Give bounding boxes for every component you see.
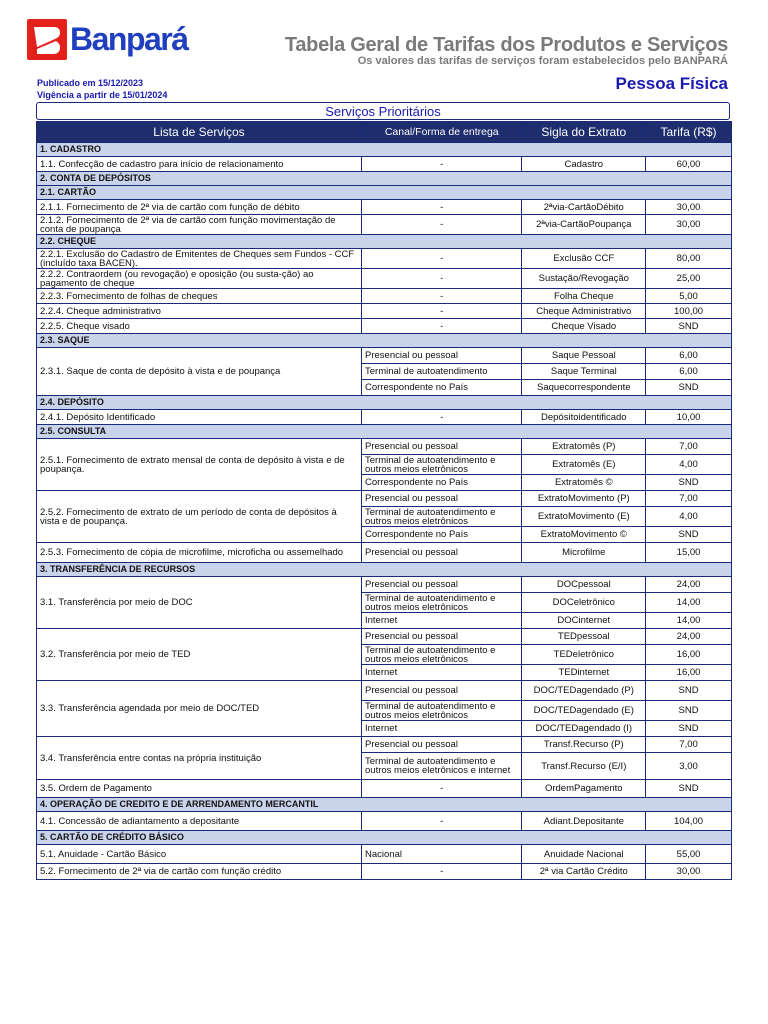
fee-cell: SND	[646, 721, 732, 737]
column-header-fee: Tarifa (R$)	[646, 122, 732, 143]
table-row	[37, 249, 732, 269]
table-row	[37, 289, 732, 304]
channel-cell: -	[362, 864, 522, 880]
statement-code-cell: DOC/TEDagendado (I)	[522, 721, 646, 737]
table-row	[37, 737, 732, 753]
fee-cell: SND	[646, 701, 732, 721]
section-row	[37, 563, 732, 577]
channel-cell: Presencial ou pessoal	[362, 681, 522, 701]
fee-cell: 6,00	[646, 348, 732, 364]
service-cell: 2.2.1. Exclusão do Cadastro de Emitentes de Cheques sem Fundos - CCF (incluído taxa BACEN).	[37, 249, 362, 269]
fees-table	[36, 121, 732, 880]
statement-code-cell: Saque Pessoal	[522, 348, 646, 364]
service-cell: 2.2.5. Cheque visado	[37, 319, 362, 334]
service-cell: 3.4. Transferência entre contas na própria instituição	[37, 737, 362, 780]
table-header-row	[37, 122, 732, 143]
channel-cell: Presencial ou pessoal	[362, 543, 522, 563]
fee-cell: 30,00	[646, 215, 732, 235]
table-body	[37, 143, 732, 880]
service-cell: 2.1.2. Fornecimento de 2ª via de cartão com função movimentação de conta de poupança	[37, 215, 362, 235]
channel-cell: Correspondente no País	[362, 527, 522, 543]
service-cell: 2.4.1. Depósito Identificado	[37, 410, 362, 425]
table-row	[37, 215, 732, 235]
fee-cell: 14,00	[646, 613, 732, 629]
fee-cell: SND	[646, 319, 732, 334]
table-row	[37, 780, 732, 798]
table-row	[37, 543, 732, 563]
fee-cell: 14,00	[646, 593, 732, 613]
section-heading: 2.3. SAQUE	[37, 334, 732, 348]
fee-cell: 100,00	[646, 304, 732, 319]
channel-cell: Terminal de autoatendimento e outros meios eletrônicos	[362, 701, 522, 721]
channel-cell: -	[362, 812, 522, 831]
table-row	[37, 577, 732, 593]
fee-cell: SND	[646, 380, 732, 396]
statement-code-cell: TEDinternet	[522, 665, 646, 681]
banpara-logo-icon	[27, 19, 67, 60]
statement-code-cell: Adiant.Depositante	[522, 812, 646, 831]
section-title: Serviços Prioritários	[36, 102, 730, 120]
fee-cell: 24,00	[646, 629, 732, 645]
channel-cell: Presencial ou pessoal	[362, 577, 522, 593]
fee-cell: 55,00	[646, 845, 732, 864]
table-row	[37, 681, 732, 701]
statement-code-cell: Cheque Visado	[522, 319, 646, 334]
channel-cell: Internet	[362, 613, 522, 629]
statement-code-cell: DOCpessoal	[522, 577, 646, 593]
channel-cell: Nacional	[362, 845, 522, 864]
fee-cell: 15,00	[646, 543, 732, 563]
channel-cell: Presencial ou pessoal	[362, 491, 522, 507]
service-cell: 2.2.2. Contraordem (ou revogação) e oposição (ou susta-ção) ao pagamento de cheque	[37, 269, 362, 289]
fee-cell: 6,00	[646, 364, 732, 380]
statement-code-cell: Folha Cheque	[522, 289, 646, 304]
channel-cell: -	[362, 157, 522, 172]
section-heading: 5. CARTÃO DE CRÉDITO BÁSICO	[37, 831, 732, 845]
channel-cell: Presencial ou pessoal	[362, 348, 522, 364]
section-row	[37, 425, 732, 439]
statement-code-cell: 2ª via Cartão Crédito	[522, 864, 646, 880]
table-row	[37, 319, 732, 334]
channel-cell: Terminal de autoatendimento e outros meios eletrônicos e internet	[362, 753, 522, 780]
fee-cell: 16,00	[646, 645, 732, 665]
channel-cell: -	[362, 410, 522, 425]
service-cell: 2.5.1. Fornecimento de extrato mensal de conta de depósito à vista e de poupança.	[37, 439, 362, 491]
logo-wordmark: Banpará	[70, 21, 188, 57]
fee-cell: SND	[646, 527, 732, 543]
fee-cell: 30,00	[646, 864, 732, 880]
table-row	[37, 864, 732, 880]
statement-code-cell: OrdemPagamento	[522, 780, 646, 798]
fee-cell: 7,00	[646, 737, 732, 753]
table-row	[37, 845, 732, 864]
section-heading: 2.2. CHEQUE	[37, 235, 732, 249]
fee-cell: 104,00	[646, 812, 732, 831]
statement-code-cell: Depósitoidentificado	[522, 410, 646, 425]
statement-code-cell: Extratomês ©	[522, 475, 646, 491]
fee-cell: 24,00	[646, 577, 732, 593]
channel-cell: Presencial ou pessoal	[362, 629, 522, 645]
statement-code-cell: Cheque Administrativo	[522, 304, 646, 319]
statement-code-cell: ExtratoMovimento (E)	[522, 507, 646, 527]
service-cell: 5.2. Fornecimento de 2ª via de cartão com função crédito	[37, 864, 362, 880]
channel-cell: -	[362, 269, 522, 289]
channel-cell: Terminal de autoatendimento	[362, 364, 522, 380]
statement-code-cell: 2ªvia-CartãoDébito	[522, 200, 646, 215]
table-row	[37, 157, 732, 172]
column-header-service: Lista de Serviços	[37, 122, 362, 143]
section-heading: 2.5. CONSULTA	[37, 425, 732, 439]
table-row	[37, 410, 732, 425]
section-row	[37, 798, 732, 812]
section-heading: 2. CONTA DE DEPÓSITOS	[37, 172, 732, 186]
statement-code-cell: Transf.Recurso (E/I)	[522, 753, 646, 780]
service-cell: 2.1.1. Fornecimento de 2ª via de cartão com função de débito	[37, 200, 362, 215]
channel-cell: -	[362, 249, 522, 269]
section-heading: 3. TRANSFERÊNCIA DE RECURSOS	[37, 563, 732, 577]
statement-code-cell: Microfilme	[522, 543, 646, 563]
statement-code-cell: Saque Terminal	[522, 364, 646, 380]
service-cell: 3.1. Transferência por meio de DOC	[37, 577, 362, 629]
channel-cell: Correspondente no País	[362, 380, 522, 396]
published-date: Publicado em 15/12/2023	[37, 78, 144, 88]
section-row	[37, 143, 732, 157]
fee-cell: 30,00	[646, 200, 732, 215]
channel-cell: Correspondente no País	[362, 475, 522, 491]
table-row	[37, 812, 732, 831]
table-row	[37, 304, 732, 319]
statement-code-cell: DOCinternet	[522, 613, 646, 629]
channel-cell: -	[362, 200, 522, 215]
service-cell: 1.1. Confecção de cadastro para início de relacionamento	[37, 157, 362, 172]
channel-cell: -	[362, 304, 522, 319]
document-subtitle: Os valores das tarifas de serviços foram estabelecidos pelo BANPARÁ	[357, 55, 728, 67]
section-heading: 4. OPERAÇÃO DE CREDITO E DE ARRENDAMENTO MERCANTIL	[37, 798, 732, 812]
channel-cell: -	[362, 319, 522, 334]
channel-cell: Terminal de autoatendimento e outros meios eletrônicos	[362, 455, 522, 475]
statement-code-cell: 2ªvia-CartãoPoupança	[522, 215, 646, 235]
table-row	[37, 348, 732, 364]
statement-code-cell: TEDeletrônico	[522, 645, 646, 665]
fee-cell: 4,00	[646, 507, 732, 527]
section-row	[37, 334, 732, 348]
section-heading: 2.1. CARTÃO	[37, 186, 732, 200]
section-heading: 1. CADASTRO	[37, 143, 732, 157]
statement-code-cell: DOC/TEDagendado (E)	[522, 701, 646, 721]
document-header	[0, 0, 768, 104]
segment-label: Pessoa Física	[615, 74, 728, 93]
statement-code-cell: DOC/TEDagendado (P)	[522, 681, 646, 701]
channel-cell: Presencial ou pessoal	[362, 439, 522, 455]
fee-cell: SND	[646, 475, 732, 491]
channel-cell: Terminal de autoatendimento e outros meios eletrônicos	[362, 507, 522, 527]
fee-cell: 25,00	[646, 269, 732, 289]
table-row	[37, 439, 732, 455]
statement-code-cell: Saquecorrespondente	[522, 380, 646, 396]
service-cell: 2.2.4. Cheque administrativo	[37, 304, 362, 319]
section-row	[37, 831, 732, 845]
column-header-channel: Canal/Forma de entrega	[362, 122, 522, 143]
statement-code-cell: DOCeletrônico	[522, 593, 646, 613]
document-title: Tabela Geral de Tarifas dos Produtos e Serviços	[284, 34, 728, 56]
section-row	[37, 186, 732, 200]
fee-cell: SND	[646, 681, 732, 701]
fee-cell: 60,00	[646, 157, 732, 172]
fee-cell: 5,00	[646, 289, 732, 304]
service-cell: 3.2. Transferência por meio de TED	[37, 629, 362, 681]
channel-cell: -	[362, 780, 522, 798]
service-cell: 2.5.2. Fornecimento de extrato de um período de conta de depósitos à vista e de poupança.	[37, 491, 362, 543]
service-cell: 2.3.1. Saque de conta de depósito à vista e de poupança	[37, 348, 362, 396]
channel-cell: Internet	[362, 665, 522, 681]
statement-code-cell: TEDpessoal	[522, 629, 646, 645]
statement-code-cell: Cadastro	[522, 157, 646, 172]
channel-cell: Terminal de autoatendimento e outros meios eletrônicos	[362, 645, 522, 665]
statement-code-cell: Extratomês (E)	[522, 455, 646, 475]
section-row	[37, 235, 732, 249]
statement-code-cell: Transf.Recurso (P)	[522, 737, 646, 753]
statement-code-cell: Sustação/Revogação	[522, 269, 646, 289]
fee-cell: SND	[646, 780, 732, 798]
channel-cell: Presencial ou pessoal	[362, 737, 522, 753]
fee-cell: 3,00	[646, 753, 732, 780]
fee-cell: 7,00	[646, 491, 732, 507]
section-heading: 2.4. DEPÓSITO	[37, 396, 732, 410]
fee-cell: 16,00	[646, 665, 732, 681]
fee-cell: 10,00	[646, 410, 732, 425]
table-row	[37, 629, 732, 645]
channel-cell: -	[362, 289, 522, 304]
channel-cell: -	[362, 215, 522, 235]
column-header-statement-code: Sigla do Extrato	[522, 122, 646, 143]
service-cell: 2.2.3. Fornecimento de folhas de cheques	[37, 289, 362, 304]
section-row	[37, 172, 732, 186]
service-cell: 3.5. Ordem de Pagamento	[37, 780, 362, 798]
valid-from-date: Vigência a partir de 15/01/2024	[37, 90, 168, 100]
service-cell: 3.3. Transferência agendada por meio de DOC/TED	[37, 681, 362, 737]
statement-code-cell: Exclusão CCF	[522, 249, 646, 269]
statement-code-cell: ExtratoMovimento (P)	[522, 491, 646, 507]
statement-code-cell: Anuidade Nacional	[522, 845, 646, 864]
channel-cell: Internet	[362, 721, 522, 737]
service-cell: 5.1. Anuidade - Cartão Básico	[37, 845, 362, 864]
service-cell: 4.1. Concessão de adiantamento a depositante	[37, 812, 362, 831]
channel-cell: Terminal de autoatendimento e outros meios eletrônicos	[362, 593, 522, 613]
table-row	[37, 269, 732, 289]
service-cell: 2.5.3. Fornecimento de cópia de microfilme, microficha ou assemelhado	[37, 543, 362, 563]
table-row	[37, 491, 732, 507]
section-row	[37, 396, 732, 410]
statement-code-cell: Extratomês (P)	[522, 439, 646, 455]
fee-cell: 7,00	[646, 439, 732, 455]
fee-cell: 4,00	[646, 455, 732, 475]
statement-code-cell: ExtratoMovimento ©	[522, 527, 646, 543]
table-row	[37, 200, 732, 215]
fee-cell: 80,00	[646, 249, 732, 269]
